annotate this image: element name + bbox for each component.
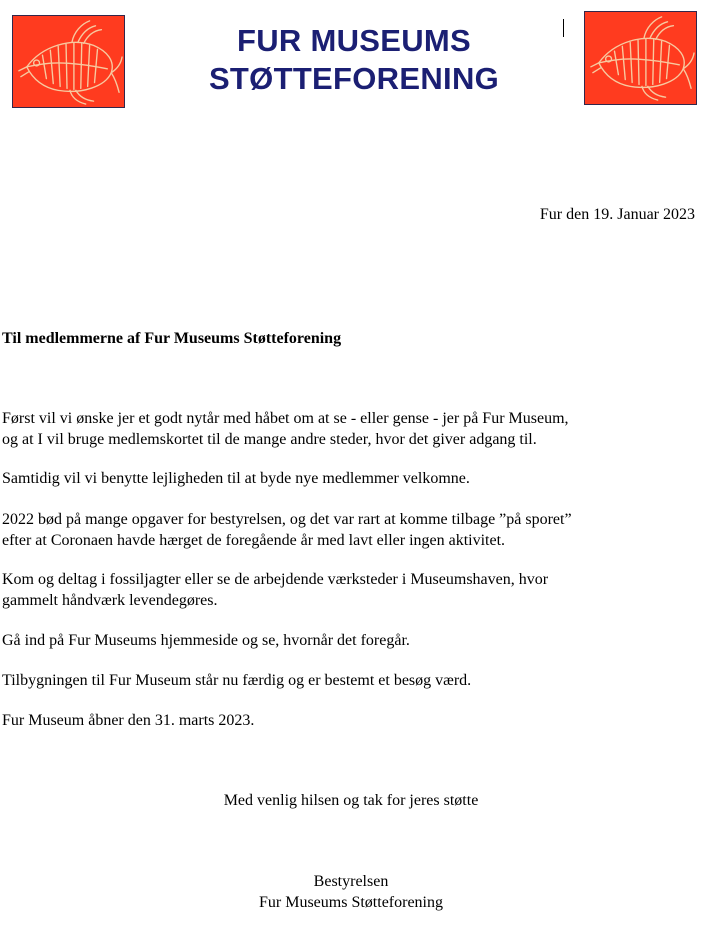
closing-line: Med venlig hilsen og tak for jeres støtte xyxy=(223,792,479,809)
recipient-line: Til medlemmerne af Fur Museums Støtteforening xyxy=(2,330,342,347)
paragraph-7 xyxy=(2,710,254,731)
logo-right xyxy=(584,11,697,105)
paragraph-2 xyxy=(2,468,470,489)
paragraph-line: gammelt håndværk levendegøres. xyxy=(2,592,218,609)
fossil-fish-icon xyxy=(13,16,124,107)
letterhead-title-line2: STØTTEFORENING xyxy=(208,61,500,96)
signature-line: Fur Museums Støtteforening xyxy=(259,894,443,911)
paragraph-line: efter at Coronaen havde hærget de foregående år med lavt eller ingen aktivitet. xyxy=(2,532,506,549)
letterhead-title xyxy=(150,22,558,98)
paragraph-line: Kom og deltag i fossiljagter eller se de arbejdende værksteder i Museumshaven, hvor xyxy=(2,571,549,588)
paragraph-line: Gå ind på Fur Museums hjemmeside og se, hvornår det foregår. xyxy=(2,632,410,649)
fossil-fish-icon xyxy=(585,12,696,104)
signature-line: Bestyrelsen xyxy=(313,873,389,890)
paragraph-1 xyxy=(2,408,569,450)
paragraph-line: og at I vil bruge medlemskortet til de mange andre steder, hvor det giver adgang til. xyxy=(2,431,537,448)
paragraph-line: Først vil vi ønske jer et godt nytår med håbet om at se - eller gense - jer på Fur Museum, xyxy=(2,410,569,427)
letterhead-title-line1: FUR MUSEUMS xyxy=(236,23,472,58)
paragraph-line: 2022 bød på mange opgaver for bestyrelsen, og det var rart at komme tilbage ”på sporet” xyxy=(2,511,572,528)
paragraph-line: Samtidig vil vi benytte lejligheden til at byde nye medlemmer velkomne. xyxy=(2,470,470,487)
paragraph-5 xyxy=(2,630,410,651)
paragraph-6 xyxy=(2,670,471,691)
logo-left xyxy=(12,15,125,108)
letter-date: Fur den 19. Januar 2023 xyxy=(539,206,695,223)
paragraph-line: Tilbygningen til Fur Museum står nu færdig og er bestemt et besøg værd. xyxy=(2,672,472,689)
signature-block xyxy=(0,871,702,913)
paragraph-line: Fur Museum åbner den 31. marts 2023. xyxy=(2,712,255,729)
paragraph-4 xyxy=(2,569,548,611)
text-cursor xyxy=(563,19,564,37)
paragraph-3 xyxy=(2,509,572,551)
